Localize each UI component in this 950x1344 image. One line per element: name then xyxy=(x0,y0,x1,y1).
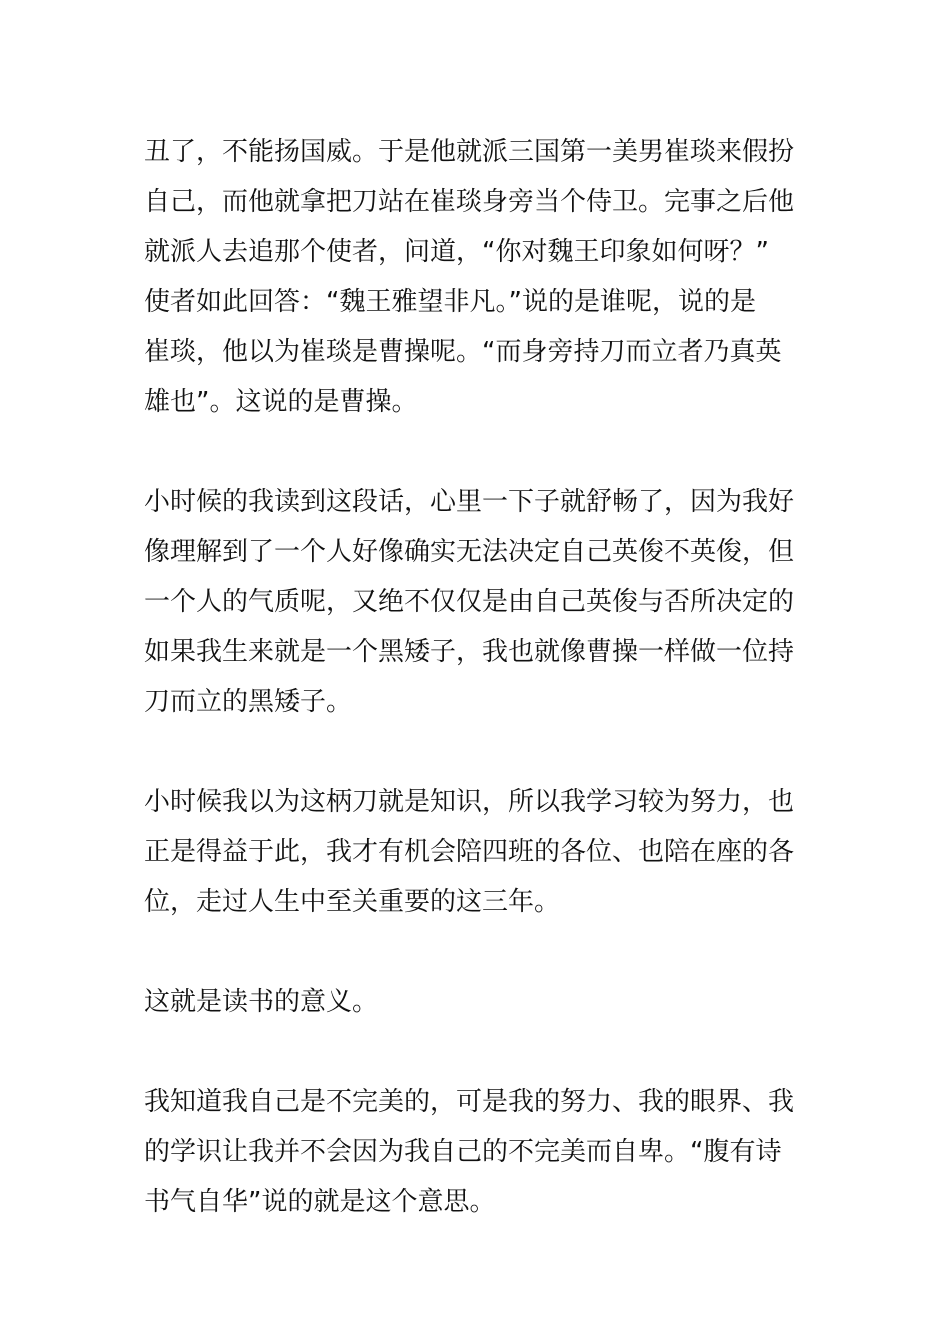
document-body xyxy=(144,127,810,1277)
text-line: 刀而立的黑矮子。 xyxy=(144,687,353,717)
text-line: 丑了，不能扬国威。于是他就派三国第一美男崔琰来假扮 xyxy=(144,137,795,167)
text-line: 像理解到了一个人好像确实无法决定自己英俊不英俊，但 xyxy=(144,537,795,567)
text-line: 就派人去追那个使者，问道，“你对魏王印象如何呀？” xyxy=(144,237,769,267)
text-line: 使者如此回答：“魏王雅望非凡。”说的是谁呢，说的是 xyxy=(144,287,756,317)
paragraph-5 xyxy=(144,1077,810,1227)
text-line: 小时候的我读到这段话，心里一下子就舒畅了，因为我好 xyxy=(144,487,795,517)
paragraph-2 xyxy=(144,477,810,727)
text-line: 雄也”。这说的是曹操。 xyxy=(144,387,418,417)
text-line: 自己，而他就拿把刀站在崔琰身旁当个侍卫。完事之后他 xyxy=(144,187,795,217)
paragraph-3 xyxy=(144,777,810,927)
text-line: 如果我生来就是一个黑矮子，我也就像曹操一样做一位持 xyxy=(144,637,795,667)
text-line: 这就是读书的意义。 xyxy=(144,987,379,1017)
text-line: 小时候我以为这柄刀就是知识，所以我学习较为努力，也 xyxy=(144,787,795,817)
text-line: 崔琰，他以为崔琰是曹操呢。“而身旁持刀而立者乃真英 xyxy=(144,337,782,367)
text-line: 的学识让我并不会因为我自己的不完美而自卑。“腹有诗 xyxy=(144,1137,782,1167)
paragraph-4 xyxy=(144,977,810,1027)
text-line: 正是得益于此，我才有机会陪四班的各位、也陪在座的各 xyxy=(144,837,795,867)
text-line: 一个人的气质呢，又绝不仅仅是由自己英俊与否所决定的 xyxy=(144,587,795,617)
text-line: 书气自华”说的就是这个意思。 xyxy=(144,1187,496,1217)
text-line: 我知道我自己是不完美的，可是我的努力、我的眼界、我 xyxy=(144,1087,795,1117)
text-line: 位，走过人生中至关重要的这三年。 xyxy=(144,887,561,917)
paragraph-1 xyxy=(144,127,810,427)
